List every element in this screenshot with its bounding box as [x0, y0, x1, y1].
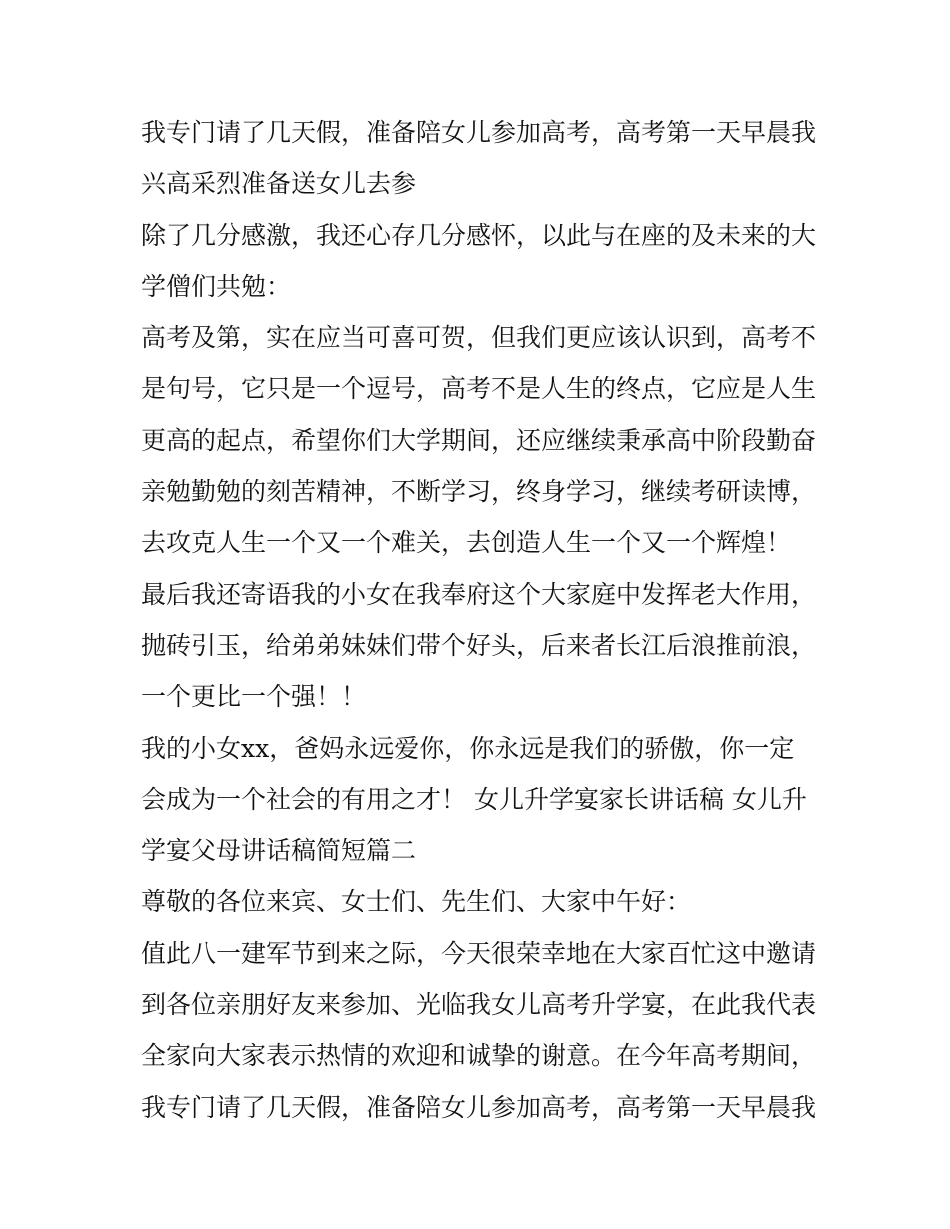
- text-line: 高考及第，实在应当可喜可贺，但我们更应该认识到，高考不: [141, 323, 817, 353]
- text-line: 会成为一个社会的有用之才！ 女儿升学宴家长讲话稿 女儿升: [141, 784, 807, 814]
- text-line: 我专门请了几天假，准备陪女儿参加高考，高考第一天早晨我: [141, 118, 817, 147]
- text-line: 我的小女xx，爸妈永远爱你，你永远是我们的骄傲，你一定: [141, 733, 795, 763]
- text-line: 亲勉勤勉的刻苦精神，不断学习，终身学习，继续考研读博，: [141, 477, 817, 507]
- text-line: 我专门请了几天假，准备陪女儿参加高考，高考第一天早晨我: [141, 1092, 817, 1122]
- text-line: 兴高采烈准备送女儿去参: [141, 169, 417, 199]
- text-line: 除了几分感激，我还心存几分感怀，以此与在座的及未来的大: [141, 220, 817, 250]
- text-line: 去攻克人生一个又一个难关，去创造人生一个又一个辉煌！: [141, 528, 792, 558]
- text-line: 更高的起点，希望你们大学期间，还应继续秉承高中阶段勤奋: [141, 425, 817, 455]
- text-line: 到各位亲朋好友来参加、光临我女儿高考升学宴，在此我代表: [141, 990, 817, 1020]
- text-line: 是句号，它只是一个逗号，高考不是人生的终点，它应是人生: [141, 374, 817, 404]
- text-line: 抛砖引玉，给弟弟妹妹们带个好头，后来者长江后浪推前浪，: [141, 630, 817, 660]
- document-body-text: [141, 107, 821, 1133]
- text-line: 一个更比一个强！！: [141, 682, 367, 712]
- text-line: 学宴父母讲话稿简短篇二: [141, 836, 417, 866]
- text-line: 最后我还寄语我的小女在我奉府这个大家庭中发挥老大作用，: [141, 579, 817, 609]
- text-line: 全家向大家表示热情的欢迎和诚挚的谢意。在今年高考期间，: [141, 1041, 817, 1071]
- text-line: 尊敬的各位来宾、女士们、先生们、大家中午好：: [141, 887, 692, 917]
- text-line: 学僧们共勉：: [141, 271, 292, 301]
- text-line: 值此八一建军节到来之际，今天很荣幸地在大家百忙这中邀请: [141, 938, 817, 968]
